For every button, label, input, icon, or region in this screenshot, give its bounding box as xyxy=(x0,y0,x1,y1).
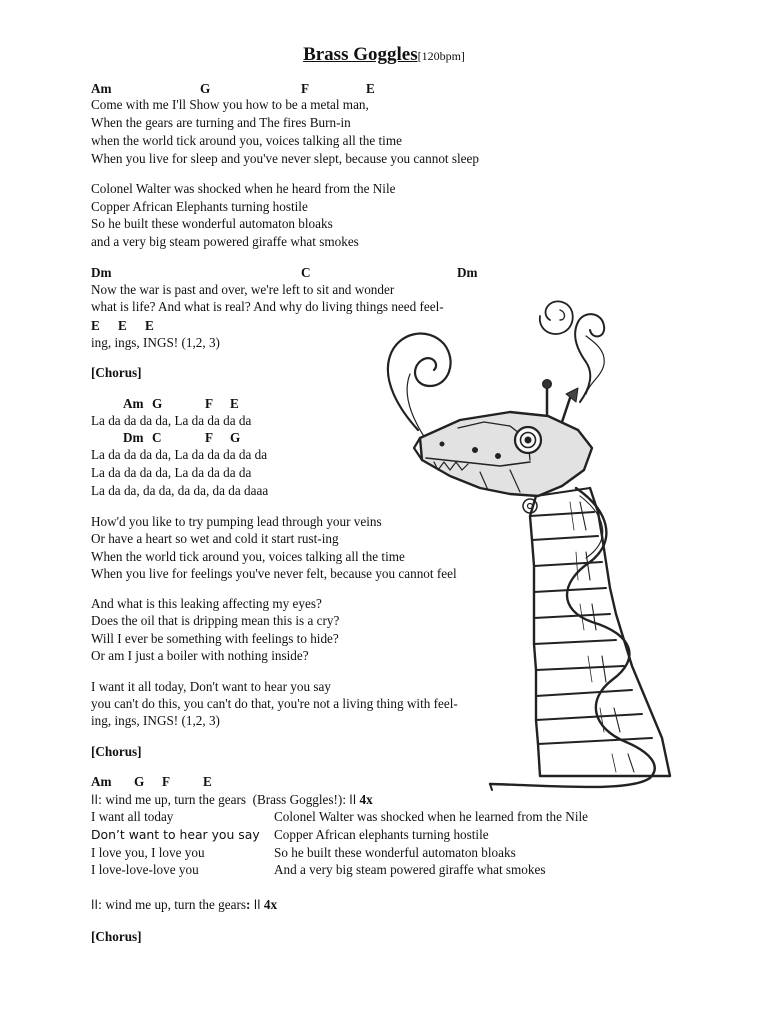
neck-segment xyxy=(530,512,594,516)
repeat-text: wind me up, turn the gears (Brass Goggles!): xyxy=(102,792,350,807)
steam-swirl-right xyxy=(575,314,604,402)
chord: E xyxy=(91,318,100,333)
outro-right-line: And a very big steam powered giraffe what smokes xyxy=(274,862,546,877)
outro-left-line: I love-love-love you xyxy=(91,862,199,877)
neck-segment xyxy=(536,714,642,720)
lyric-line: Or am I just a boiler with nothing inside? xyxy=(91,648,309,663)
neck-segment xyxy=(536,666,624,670)
repeat-end-sign: ll xyxy=(349,792,357,807)
lyric-line: And what is this leaking affecting my eyes? xyxy=(91,596,322,611)
outro-left-line: I want all today xyxy=(91,809,174,824)
neck-segment xyxy=(534,588,606,592)
lyric-line: Or have a heart so wet and cold it start rust-ing xyxy=(91,531,339,546)
chord: G xyxy=(230,430,241,445)
steam-swirl-left xyxy=(388,334,451,430)
chord: F xyxy=(162,774,171,789)
chord: Am xyxy=(91,774,112,789)
chord: E xyxy=(230,396,239,411)
lyric-line: When the gears are turning and The fires Burn-in xyxy=(91,115,351,130)
lyric-line: when the world tick around you, voices talking all the time xyxy=(91,133,402,148)
chord: F xyxy=(205,430,214,445)
outro-right-line: So he built these wonderful automaton bloaks xyxy=(274,845,516,860)
outro-right-line: Colonel Walter was shocked when he learned from the Nile xyxy=(274,809,588,824)
repeat-text: wind me up, turn the gears xyxy=(102,897,246,912)
neck-segment xyxy=(538,738,652,744)
section-label-chorus: [Chorus] xyxy=(91,365,142,380)
chord: E xyxy=(203,774,212,789)
chord: C xyxy=(152,430,162,445)
lyric-line: Copper African Elephants turning hostile xyxy=(91,199,308,214)
steam-giraffe-illustration xyxy=(380,290,680,800)
chord: F xyxy=(301,81,310,96)
outro-right-line: Copper African elephants turning hostile xyxy=(274,827,489,842)
lyric-line: La da da, da da, da da, da da daaa xyxy=(91,483,269,498)
chord: F xyxy=(205,396,214,411)
neck-segment xyxy=(532,536,598,540)
repeat-count: 4x xyxy=(260,897,278,912)
chord: G xyxy=(152,396,163,411)
chord: E xyxy=(145,318,154,333)
chord: Am xyxy=(123,396,144,411)
lyric-line: When you live for sleep and you've never slept, because you cannot sleep xyxy=(91,151,479,166)
lyric-line: When you live for feelings you've never felt, because you cannot feel xyxy=(91,566,457,581)
lyric-line: So he built these wonderful automaton bloaks xyxy=(91,216,333,231)
chord: C xyxy=(301,265,311,280)
steam-swirl-top xyxy=(540,301,573,334)
song-title: Brass Goggles xyxy=(303,44,418,65)
gear-icon xyxy=(523,499,537,513)
lyric-line: Colonel Walter was shocked when he heard from the Nile xyxy=(91,181,396,196)
section-label-chorus: [Chorus] xyxy=(91,929,142,944)
lyric-line: Come with me I'll Show you how to be a metal man, xyxy=(91,97,369,112)
neck-segment xyxy=(536,690,632,696)
lyric-line: Will I ever be something with feelings to hide? xyxy=(91,631,339,646)
repeat-separator: : xyxy=(246,897,254,912)
lyric-line: Now the war is past and over, we're left to sit and wonder xyxy=(91,282,395,297)
chord: E xyxy=(366,81,375,96)
section-label-chorus: [Chorus] xyxy=(91,744,142,759)
chord: G xyxy=(200,81,211,96)
chord: E xyxy=(118,318,127,333)
song-header xyxy=(0,44,768,66)
lyric-line: and a very big steam powered giraffe what smokes xyxy=(91,234,359,249)
repeat-start-sign: ll: xyxy=(91,897,103,912)
neck-segment xyxy=(534,640,616,644)
lyric-line: Does the oil that is dripping mean this is a cry? xyxy=(91,613,340,628)
outro-left-line: I love you, I love you xyxy=(91,845,205,860)
chord: G xyxy=(134,774,145,789)
neck-segment xyxy=(534,562,602,566)
lyric-line: ing, ings, INGS! (1,2, 3) xyxy=(91,713,220,728)
lyric-line: you can't do this, you can't do that, you're not a living thing with feel- xyxy=(91,696,458,711)
chord: Dm xyxy=(91,265,112,280)
repeat-count: 4x xyxy=(356,792,373,807)
neck-segment xyxy=(534,614,610,618)
song-tempo: [120bpm] xyxy=(417,49,465,63)
repeat-start-sign: ll: xyxy=(91,792,103,807)
lyric-line: When the world tick around you, voices talking all the time xyxy=(91,549,405,564)
outro-left-line: Don’t want to hear you say xyxy=(91,827,260,842)
chord: Am xyxy=(91,81,112,96)
antenna-ball-icon xyxy=(543,380,552,389)
lyric-line: I want it all today, Don't want to hear you say xyxy=(91,679,331,694)
giraffe-neck xyxy=(530,488,670,776)
lyric-line: what is life? And what is real? And why do living things need feel- xyxy=(91,299,444,314)
repeat-line xyxy=(91,791,373,808)
antenna-arrow-icon xyxy=(566,388,578,402)
repeat-end-sign: ll xyxy=(253,897,261,912)
lyric-line: How'd you like to try pumping lead through your veins xyxy=(91,514,382,529)
chord: Dm xyxy=(123,430,144,445)
lyric-line: La da da da da, La da da da da da xyxy=(91,447,268,462)
giraffe-head xyxy=(420,412,592,496)
lyric-line: La da da da da, La da da da da xyxy=(91,413,252,428)
repeat-line xyxy=(91,896,277,913)
lyric-line: ing, ings, INGS! (1,2, 3) xyxy=(91,335,220,350)
chord: Dm xyxy=(457,265,478,280)
lyric-line: La da da da da, La da da da da xyxy=(91,465,252,480)
